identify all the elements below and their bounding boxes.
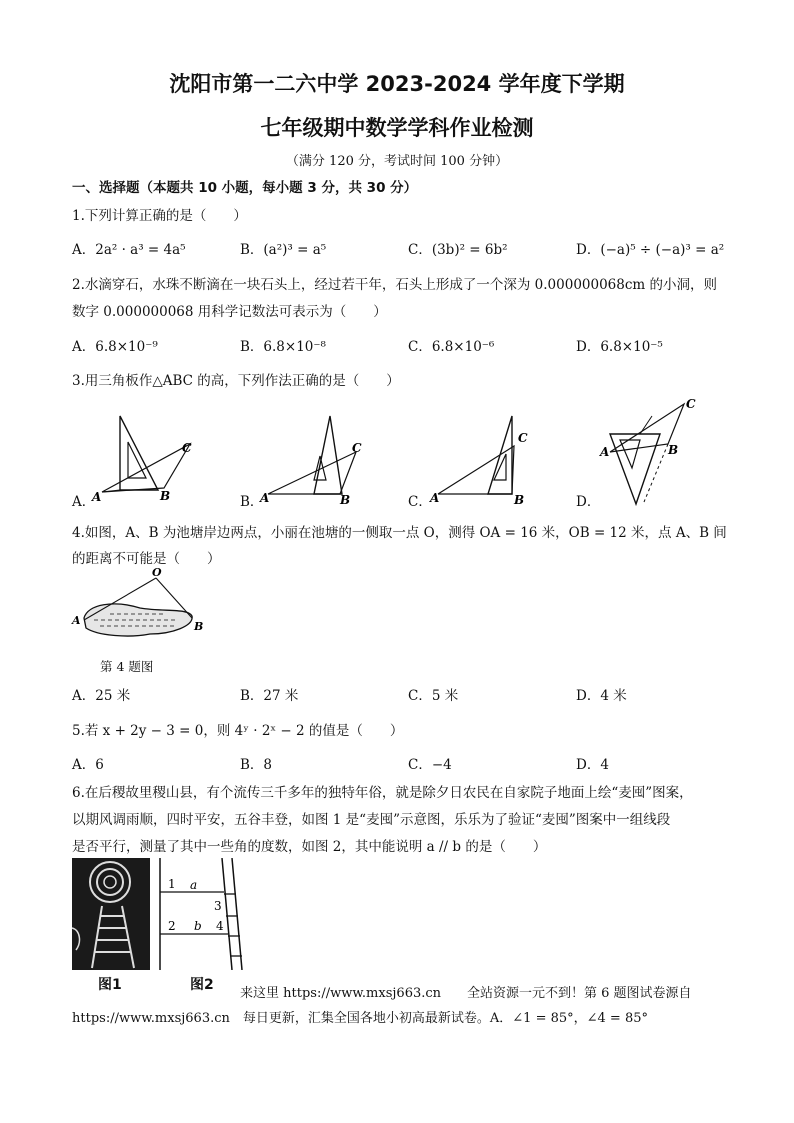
q1-option-c: C．(3b)² = 6b² [408, 242, 508, 258]
q6-line-a: a [190, 878, 198, 892]
q3-figure-d [596, 394, 706, 509]
q1-option-a: A．2a² · a³ = 4a⁵ [72, 242, 186, 258]
q6-angle-1: 1 [168, 877, 176, 891]
q4-option-b: B．27 米 [240, 688, 299, 704]
q2-option-a: A．6.8×10⁻⁹ [72, 339, 158, 355]
q3b-label-b: B [340, 493, 351, 505]
q3c-label-a: A [430, 491, 440, 505]
source-notice-line1: 来这里 https://www.mxsj663.cn 全站资源一元不到！第 6 题图试卷源自 [240, 986, 692, 1001]
q4-figure-caption: 第 4 题图 [100, 659, 154, 674]
q6-line3: 是否平行，测量了其中一些角的度数，如图 2，其中能说明 a // b 的是（ ） [72, 839, 547, 855]
q4-label-o: O [152, 568, 162, 579]
q5-option-b: B．8 [240, 757, 273, 773]
q5-stem: 5.若 x + 2y − 3 = 0，则 4ʸ · 2ˣ − 2 的值是（ ） [72, 723, 404, 739]
q2-line1: 2.水滴穿石，水珠不断滴在一块石头上，经过若干年，石头上形成了一个深为 0.000000068cm 的小洞，则 [72, 277, 718, 293]
q3b-label-c: C [352, 441, 362, 455]
exam-info: （满分 120 分，考试时间 100 分钟） [285, 154, 509, 169]
q2-option-b: B．6.8×10⁻⁸ [240, 339, 326, 355]
q3-figure-a [90, 408, 200, 503]
q5-option-d: D．4 [576, 757, 609, 773]
q2-line2: 数字 0.000000068 用科学记数法可表示为（ ） [72, 304, 387, 320]
q4-label-a: A [72, 614, 81, 627]
q5-option-a: A．6 [72, 757, 104, 773]
q4-option-d: D．4 米 [576, 688, 627, 704]
q3-option-b: B． [240, 494, 264, 510]
q3a-label-c: C [182, 441, 192, 455]
page-title: 沈阳市第一二六中学 2023-2024 学年度下学期 [169, 72, 625, 96]
q3c-label-b: B [514, 493, 525, 505]
q3a-label-b: B [160, 489, 171, 503]
q6-angle-2: 2 [168, 919, 176, 933]
q2-option-d: D．6.8×10⁻⁵ [576, 339, 663, 355]
q4-line1: 4.如图，A、B 为池塘岸边两点，小丽在池塘的一侧取一点 O，测得 OA = 16 米，OB = 12 米，点 A、B 间 [72, 525, 727, 541]
q2-option-c: C．6.8×10⁻⁶ [408, 339, 495, 355]
q1-option-d: D．(−a)⁵ ÷ (−a)³ = a² [576, 242, 725, 258]
q3d-label-b: B [668, 443, 679, 457]
q1-stem: 1.下列计算正确的是（ ） [72, 208, 247, 224]
q6-line-b: b [194, 919, 202, 933]
q4-pond-figure [70, 568, 210, 648]
q3b-label-a: A [260, 491, 270, 505]
q6-angle-3: 3 [214, 899, 222, 913]
q3d-label-a: A [600, 445, 610, 459]
q3-option-d: D． [576, 494, 601, 510]
q3-option-a: A． [72, 494, 96, 510]
q4-line2: 的距离不可能是（ ） [72, 551, 221, 567]
q4-option-c: C．5 米 [408, 688, 459, 704]
q3-option-c: C． [408, 494, 432, 510]
q3c-label-c: C [518, 431, 528, 445]
q6-figure2-caption: 图2 [190, 977, 214, 993]
q6-line1: 6.在后稷故里稷山县，有个流传三千多年的独特年俗，就是除夕日农民在自家院子地面上绘“麦囤”图案， [72, 785, 693, 801]
q3-figure-c [428, 410, 538, 505]
q3-stem: 3.用三角板作△ABC 的高，下列作法正确的是（ ） [72, 373, 400, 389]
q3d-label-c: C [686, 397, 696, 411]
source-notice-line2: https://www.mxsj663.cn 每日更新，汇集全国各地小初高最新试卷。A．∠1 = 85°，∠4 = 85° [72, 1011, 648, 1026]
page-subtitle: 七年级期中数学学科作业检测 [260, 116, 534, 140]
q6-angle-4: 4 [216, 919, 224, 933]
q4-label-b: B [194, 620, 204, 633]
q6-figure1-image [72, 858, 150, 970]
q6-figure2-diagram [156, 858, 248, 970]
q4-option-a: A．25 米 [72, 688, 131, 704]
q5-option-c: C．−4 [408, 757, 452, 773]
q3a-label-a: A [92, 490, 102, 503]
q3-figure-b [258, 410, 368, 505]
q1-option-b: B．(a²)³ = a⁵ [240, 242, 327, 258]
section-heading: 一、选择题（本题共 10 小题，每小题 3 分，共 30 分） [72, 180, 418, 196]
q6-line2: 以期风调雨顺，四时平安，五谷丰登，如图 1 是“麦囤”示意图，乐乐为了验证“麦囤”图案中一组线段 [72, 812, 671, 828]
q6-figure1-caption: 图1 [98, 977, 122, 993]
